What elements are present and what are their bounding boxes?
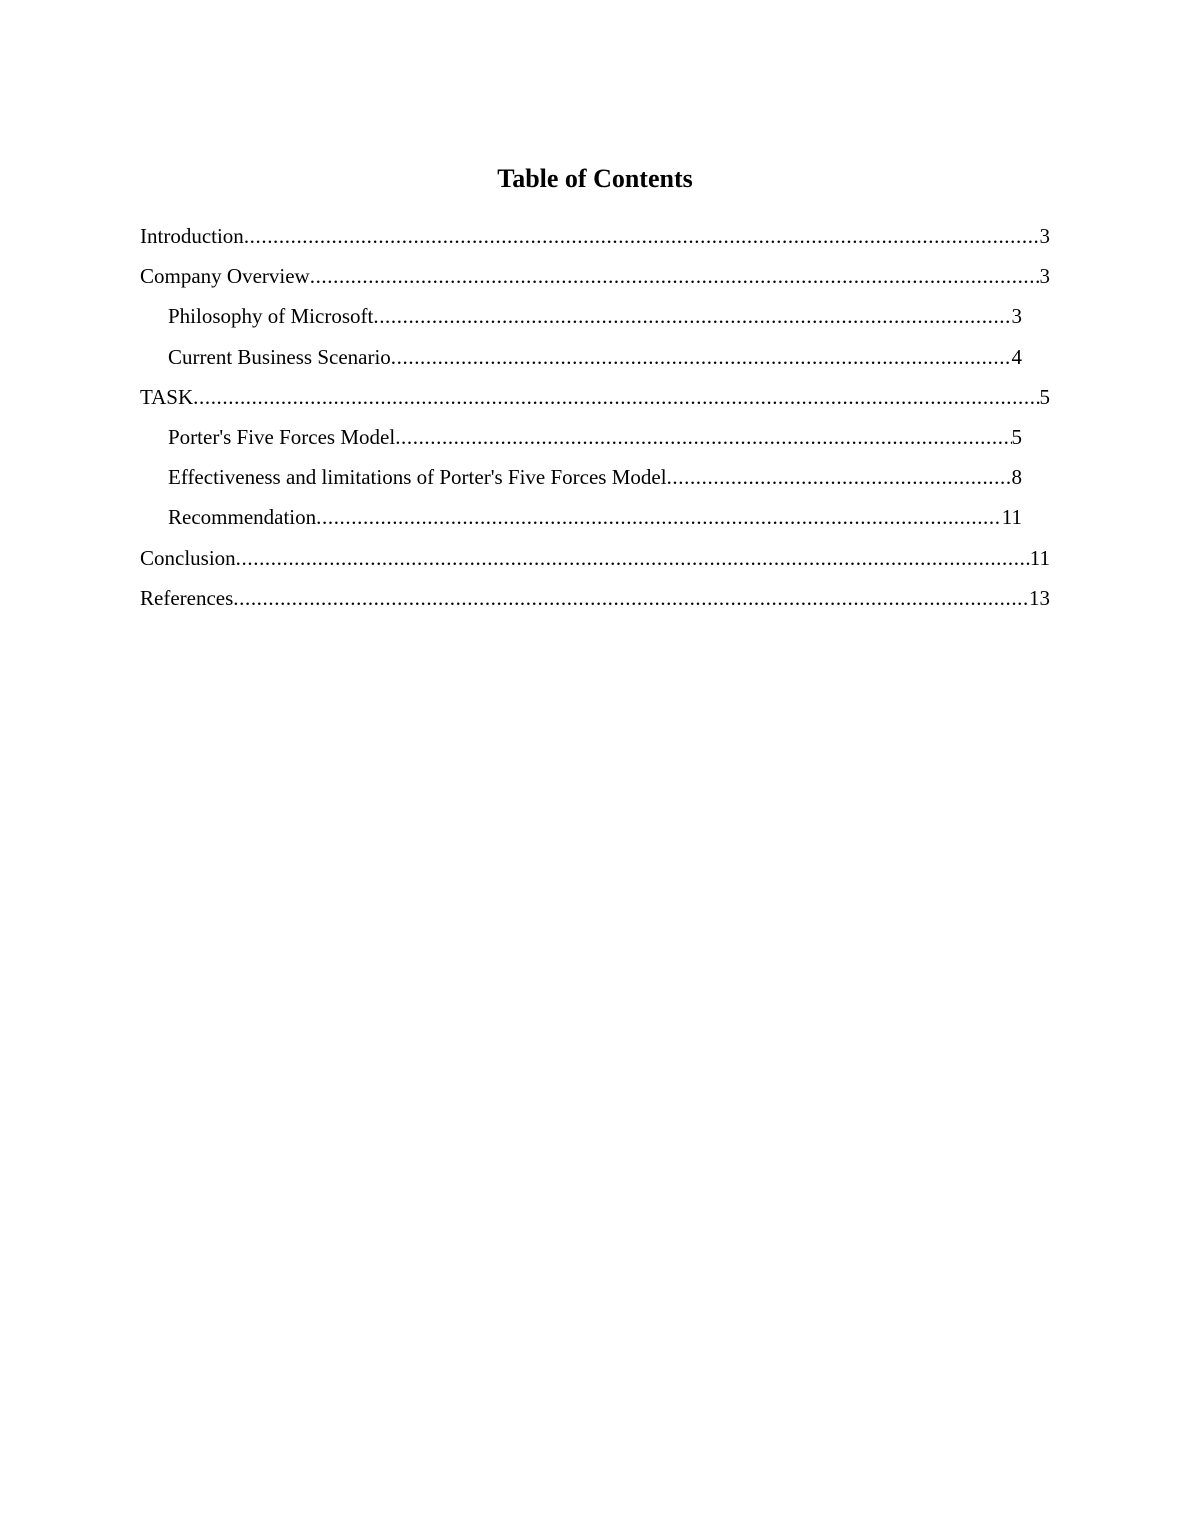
toc-dot-leader xyxy=(310,256,1040,296)
toc-page-number: 4 xyxy=(1011,344,1022,369)
toc-entry-recommendation[interactable] xyxy=(0,497,1190,537)
toc-list xyxy=(0,216,1190,618)
toc-page-number: 3 xyxy=(1011,304,1022,329)
toc-dot-leader xyxy=(667,457,1012,497)
toc-entry-company-overview[interactable] xyxy=(0,256,1190,296)
toc-page-number: 11 xyxy=(1001,505,1022,530)
toc-page-number: 11 xyxy=(1029,545,1050,570)
toc-entry-text: References xyxy=(140,585,234,610)
toc-dot-leader xyxy=(373,296,1011,336)
toc-dot-leader xyxy=(391,337,1012,377)
toc-entry-current-business-scenario[interactable] xyxy=(0,337,1190,377)
toc-title: Table of Contents xyxy=(497,164,693,193)
toc-entry-text: TASK xyxy=(140,384,194,409)
toc-entry-text: Philosophy of Microsoft xyxy=(168,304,374,329)
toc-entry-text: Recommendation xyxy=(168,505,317,530)
toc-entry-effectiveness-and-limitations[interactable] xyxy=(0,457,1190,497)
toc-page-number: 5 xyxy=(1039,384,1050,409)
toc-entry-conclusion[interactable] xyxy=(0,538,1190,578)
toc-entry-text: Effectiveness and limitations of Porter's Five Forces Model xyxy=(168,465,667,490)
toc-entry-introduction[interactable] xyxy=(0,216,1190,256)
toc-dot-leader xyxy=(316,497,1002,537)
toc-entry-philosophy-of-microsoft[interactable] xyxy=(0,296,1190,336)
toc-entry-text: Introduction xyxy=(140,224,244,248)
toc-page-number: 3 xyxy=(1039,224,1050,248)
toc-entry-text: Company Overview xyxy=(140,264,310,289)
toc-page-number: 13 xyxy=(1029,585,1050,610)
toc-dot-leader xyxy=(233,578,1029,618)
toc-entry-text: Conclusion xyxy=(140,545,236,570)
toc-page-number: 8 xyxy=(1011,465,1022,490)
toc-dot-leader xyxy=(395,417,1011,457)
toc-dot-leader xyxy=(236,538,1030,578)
toc-entry-text: Porter's Five Forces Model xyxy=(168,424,396,449)
toc-entry-task[interactable] xyxy=(0,377,1190,417)
toc-entry-references[interactable] xyxy=(0,578,1190,618)
toc-page-number: 3 xyxy=(1039,264,1050,289)
toc-dot-leader xyxy=(244,216,1040,256)
toc-dot-leader xyxy=(193,377,1039,417)
toc-entry-porters-five-forces-model[interactable] xyxy=(0,417,1190,457)
toc-entry-text: Current Business Scenario xyxy=(168,344,391,369)
toc-page-number: 5 xyxy=(1011,424,1022,449)
